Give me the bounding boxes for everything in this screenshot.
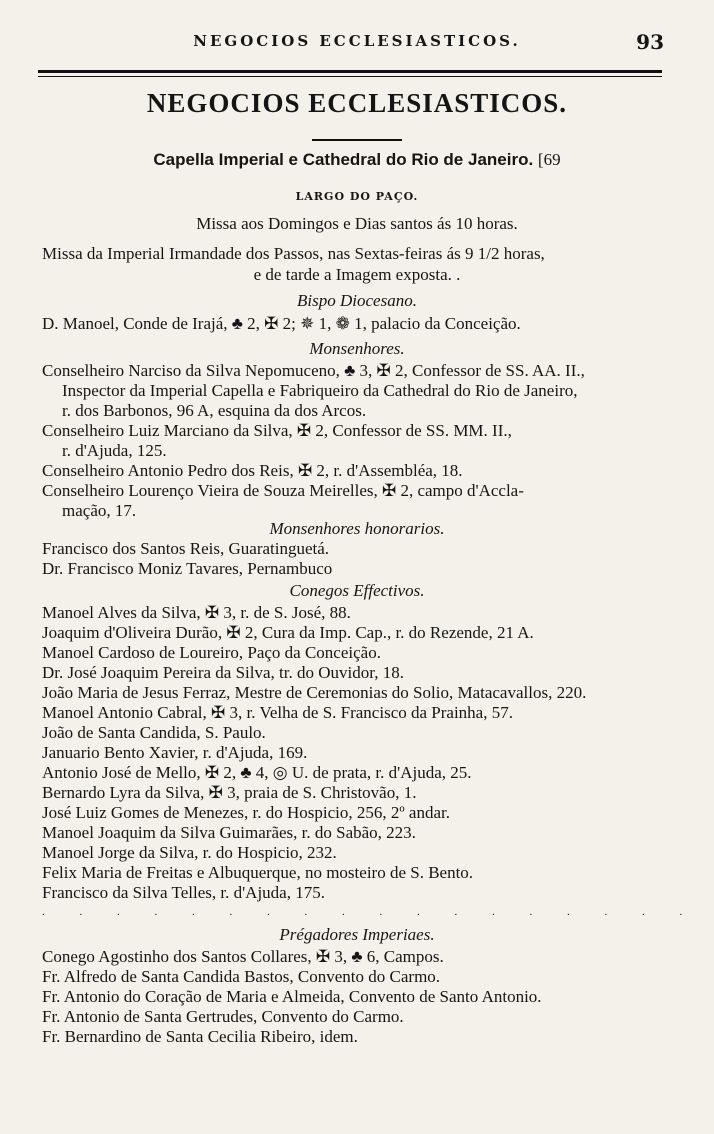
section-label: Monsenhores. xyxy=(309,339,405,358)
text-line: José Luiz Gomes de Menezes, r. do Hospicio, 256, 2º andar. xyxy=(42,803,450,822)
running-head-title: NEGOCIOS ECCLESIASTICOS. xyxy=(193,32,521,50)
text-line: Manoel Antonio Cabral, ✠ 3, r. Velha de S. Francisco da Prainha, 57. xyxy=(42,703,513,722)
running-head xyxy=(0,30,714,54)
section-label: Prégadores Imperiaes. xyxy=(279,925,435,944)
text-line: Missa da Imperial Irmandade dos Passos, nas Sextas-feiras ás 9 1/2 horas, xyxy=(42,244,545,263)
text-line: Conselheiro Lourenço Vieira de Souza Meirelles, ✠ 2, campo d'Accla- xyxy=(42,481,524,500)
section-heading-text: Capella Imperial e Cathedral do Rio de Janeiro. xyxy=(153,150,534,169)
text-line: Fr. Alfredo de Santa Candida Bastos, Convento do Carmo. xyxy=(42,967,441,986)
section-heading xyxy=(0,150,714,170)
text-line: Manoel Alves da Silva, ✠ 3, r. de S. José, 88. xyxy=(42,603,351,622)
text-line: Januario Bento Xavier, r. d'Ajuda, 169. xyxy=(42,743,308,762)
text-line: Felix Maria de Freitas e Albuquerque, no mosteiro de S. Bento. xyxy=(42,863,474,882)
text-line: Dr. Francisco Moniz Tavares, Pernambuco xyxy=(42,559,333,578)
text-line: Manoel Jorge da Silva, r. do Hospicio, 232. xyxy=(42,843,337,862)
text-line: Manoel Cardoso de Loureiro, Paço da Conceição. xyxy=(42,643,381,662)
text-line: João Maria de Jesus Ferraz, Mestre de Ceremonias do Solio, Matacavallos, 220. xyxy=(42,683,587,702)
text-line: Missa aos Domingos e Dias santos ás 10 horas. xyxy=(196,214,518,233)
text-line: Fr. Antonio de Santa Gertrudes, Convento do Carmo. xyxy=(42,1007,404,1026)
text-line: Francisco dos Santos Reis, Guaratinguetá. xyxy=(42,539,330,558)
text-line: Inspector da Imperial Capella e Fabriqueiro da Cathedral do Rio de Janeiro, xyxy=(62,381,578,400)
section-label: Monsenhores honorarios. xyxy=(269,519,445,538)
text-line: Francisco da Silva Telles, r. d'Ajuda, 175. xyxy=(42,883,325,902)
text-line: Conselheiro Antonio Pedro dos Reis, ✠ 2, r. d'Assembléa, 18. xyxy=(42,461,463,480)
text-line: Conselheiro Narciso da Silva Nepomuceno, ♣ 3, ✠ 2, Confessor de SS. AA. II., xyxy=(42,361,585,380)
text-line: Conego Agostinho dos Santos Collares, ✠ 3, ♣ 6, Campos. xyxy=(42,947,444,966)
text-line: r. d'Ajuda, 125. xyxy=(62,441,167,460)
section-heading-ref: [69 xyxy=(537,150,561,169)
section-label: Conegos Effectivos. xyxy=(289,581,425,600)
text-line: Antonio José de Mello, ✠ 2, ♣ 4, ◎ U. de prata, r. d'Ajuda, 25. xyxy=(42,763,472,782)
title-rule xyxy=(312,139,402,141)
section-label: Bispo Diocesano. xyxy=(297,291,417,310)
location-line: LARGO DO PAÇO. xyxy=(295,190,419,203)
page-number: 93 xyxy=(636,30,664,54)
text-line: D. Manoel, Conde de Irajá, ♣ 2, ✠ 2; ✵ 1, ❁ 1, palacio da Conceição. xyxy=(42,314,521,333)
header-rule-thin xyxy=(38,76,662,77)
text-line: e de tarde a Imagem exposta. . xyxy=(253,265,461,284)
ellipsis-row: . . . . . . . . . . . . . . . . . . xyxy=(42,906,699,918)
text-line: Fr. Bernardino de Santa Cecilia Ribeiro, idem. xyxy=(42,1027,358,1046)
page-title: NEGOCIOS ECCLESIASTICOS. xyxy=(146,88,568,118)
text-line: Joaquim d'Oliveira Durão, ✠ 2, Cura da Imp. Cap., r. do Rezende, 21 A. xyxy=(42,623,534,642)
text-line: Fr. Antonio do Coração de Maria e Almeida, Convento de Santo Antonio. xyxy=(42,987,542,1006)
text-line: Dr. José Joaquim Pereira da Silva, tr. do Ouvidor, 18. xyxy=(42,663,404,682)
text-line: r. dos Barbonos, 96 A, esquina da dos Arcos. xyxy=(62,401,367,420)
text-line: Bernardo Lyra da Silva, ✠ 3, praia de S. Christovão, 1. xyxy=(42,783,417,802)
text-line: mação, 17. xyxy=(62,501,137,520)
text-line: Conselheiro Luiz Marciano da Silva, ✠ 2, Confessor de SS. MM. II., xyxy=(42,421,512,440)
text-line: Manoel Joaquim da Silva Guimarães, r. do Sabão, 223. xyxy=(42,823,416,842)
header-rule-thick xyxy=(38,70,662,73)
text-line: João de Santa Candida, S. Paulo. xyxy=(42,723,266,742)
